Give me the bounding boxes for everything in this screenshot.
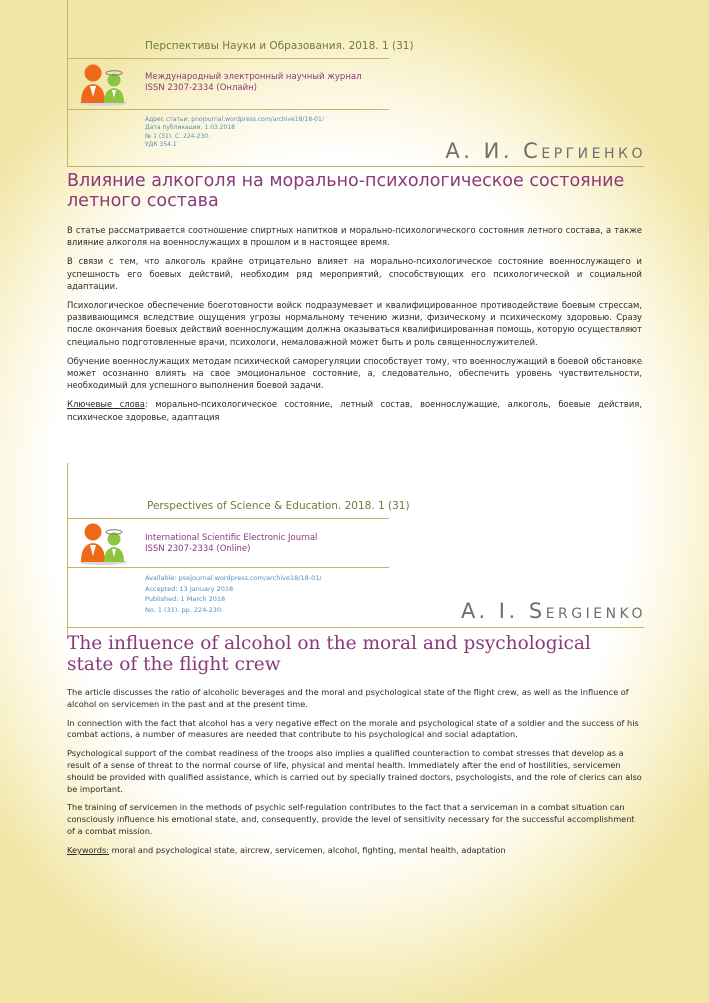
ru-author-surname: ЕРГИЕНКО bbox=[541, 146, 646, 162]
en-article-meta bbox=[145, 573, 322, 615]
ru-meta-udc: УДК 354.1 bbox=[145, 141, 177, 149]
ru-meta-address: Адрес статьи: pnojournal.wordpress.com/archive18/18-01/ bbox=[145, 116, 324, 123]
en-paragraph: The training of servicemen in the methods of psychic self-regulation contributes to the fact that a serviceman in a combat situation can consciously influence his emotional state, and, consequently, provide the level of sensitivity necessary for the successful accomplishment of a combat mission. bbox=[67, 802, 635, 836]
en-author bbox=[461, 599, 646, 623]
en-header-rule-top bbox=[67, 518, 389, 519]
en-journal-title: Perspectives of Science & Education. 2018. 1 (31) bbox=[147, 500, 410, 512]
en-abstract bbox=[67, 687, 642, 864]
ru-header-rule-top bbox=[67, 58, 389, 59]
en-paragraph: The article discusses the ratio of alcoholic beverages and the moral and psychological state of the flight crew, as well as the influence of alcohol on servicemen in the past and at the present time. bbox=[67, 687, 629, 709]
ru-journal-info bbox=[145, 72, 362, 94]
en-title-rule bbox=[67, 627, 644, 628]
ru-journal-title: Перспективы Науки и Образования. 2018. 1 (31) bbox=[145, 40, 414, 52]
ru-author-initials: А. И. С bbox=[445, 139, 542, 163]
en-header-rule-bottom bbox=[67, 567, 389, 568]
en-meta-pages: No. 1 (31). pp. 224-230. bbox=[145, 605, 224, 614]
ru-paragraph: В связи с тем, что алкоголь крайне отрицательно влияет на морально-психологическое состояние военнослужащего и успешность его боевых действий, необходим ряд мероприятий, способствующих его психологической и социальной адаптации. bbox=[67, 256, 642, 291]
ru-meta-date: Дата публикации: 1.03.2018 bbox=[145, 124, 235, 132]
en-meta-accepted: Accepted: 13 January 2018 bbox=[145, 584, 234, 593]
ru-keywords bbox=[67, 398, 642, 422]
en-author-initials: A. I. S bbox=[460, 599, 546, 623]
journal-logo-icon bbox=[76, 63, 130, 107]
ru-paragraph: Обучение военнослужащих методам психической саморегуляции способствует тому, что военнослужащий в боевой обстановке может осознанно влиять на свое эмоциональное состояние, а, следовательно, обеспечить уровень чувствительности, необходимый для успешного выполнения боевой задачи. bbox=[67, 355, 642, 391]
journal-logo-icon bbox=[76, 522, 130, 566]
en-journal-name: International Scientific Electronic Journal bbox=[145, 533, 318, 543]
ru-abstract bbox=[67, 224, 642, 430]
en-journal-info bbox=[145, 533, 317, 555]
ru-keywords-label: Ключевые слова bbox=[67, 399, 145, 410]
en-paragraph: Psychological support of the combat readiness of the troops also implies a qualified counteraction to combat stresses that develop as a result of a sense of threat to the normal course of life, physical and mental health. Immediately after the end of hostilities, servicemen should be provided with qualified assistance, which is carried out by specially trained doctors, psychologists, and the role of clerics can also be important. bbox=[67, 748, 642, 794]
en-issn: ISSN 2307-2334 (Online) bbox=[145, 544, 251, 554]
en-author-surname: ERGIENKO bbox=[545, 606, 646, 622]
en-meta-available: Available: psejournal.wordpress.com/archive18/18-01/ bbox=[145, 574, 322, 582]
en-paragraph: In connection with the fact that alcohol has a very negative effect on the morale and psychological state of a soldier and the success of his combat actions, a number of measures are needed that contribute to his psychological and social adaptation. bbox=[67, 717, 639, 740]
ru-issn: ISSN 2307-2334 (Онлайн) bbox=[145, 83, 257, 93]
ru-paragraph: В статье рассматривается соотношение спиртных напитков и морально-психологического состояния летного состава, а также влияние алкоголя на военнослужащих в прошлом и в настоящее время. bbox=[67, 225, 642, 248]
ru-title-rule bbox=[67, 166, 644, 167]
en-keywords-text: moral and psychological state, aircrew, servicemen, alcohol, fighting, mental health, adaptation bbox=[109, 844, 506, 855]
ru-header-rule-bottom bbox=[67, 109, 389, 110]
ru-journal-name: Международный электронный научный журнал bbox=[145, 72, 362, 82]
en-header-vertical-rule bbox=[67, 463, 68, 635]
ru-keywords-text: : морально-психологическое состояние, летный состав, военнослужащие, алкоголь, боевые действия, психическое здоровье, адаптация bbox=[67, 399, 642, 422]
ru-meta-pages: № 1 (31). С. 224-230. bbox=[145, 132, 210, 140]
en-keywords bbox=[67, 845, 642, 857]
ru-paragraph: Психологическое обеспечение боеготовности войск подразумевает и квалифицированное противодействие боевым стрессам, развивающимся вследствие ощущения угрозы нормальному течению жизни, физическому и психическому здоровью. Сразу после окончания боевых действий военнослужащим должна оказываться квалифицированная помощь, которую осуществляют специально подготовленные врачи, психологи, немаловажной может быть и роль священнослужителей. bbox=[67, 300, 642, 347]
ru-author bbox=[445, 139, 646, 163]
ru-header-vertical-rule bbox=[67, 0, 68, 167]
en-keywords-label: Keywords: bbox=[67, 844, 109, 855]
en-meta-published: Published: 1 March 2018 bbox=[145, 595, 226, 603]
ru-article-meta bbox=[145, 116, 324, 150]
ru-article-title: Влияние алкоголя на морально-психологическое состояние летного состава bbox=[67, 171, 625, 211]
en-article-title: The influence of alcohol on the moral and psychological state of the flight crew bbox=[67, 633, 591, 675]
